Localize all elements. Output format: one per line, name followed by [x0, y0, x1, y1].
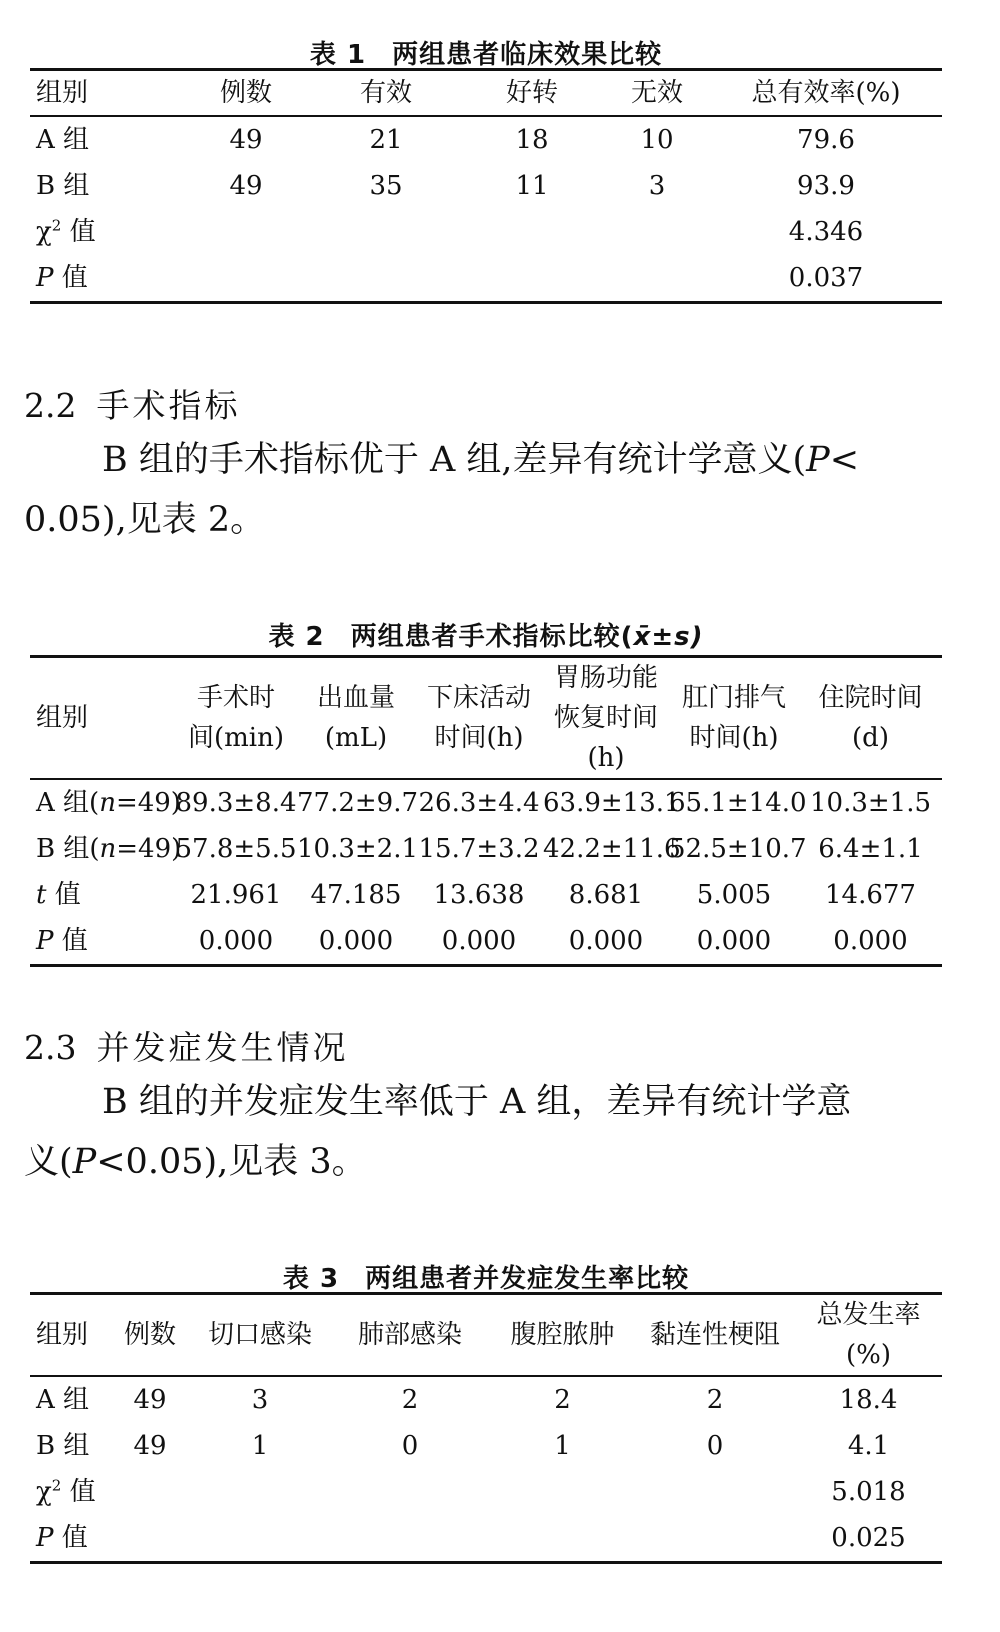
table1-cell: 21 — [369, 125, 403, 155]
table3-cell: 3 — [251, 1385, 269, 1415]
table1-cell: 93.9 — [797, 171, 855, 201]
table3-cell: 18.4 — [839, 1385, 898, 1415]
table2-cell: 42.2±11.6 — [543, 834, 681, 864]
table1-cell: 49 — [229, 125, 263, 155]
table-row — [30, 163, 942, 209]
table1-header-ineffective: 无效 — [604, 70, 710, 117]
table1-header-total-rate: 总有效率(%) — [710, 70, 942, 117]
table2-p-label: P 值 — [36, 926, 88, 956]
table1-header-row — [30, 70, 942, 117]
table1-header-improved: 好转 — [460, 70, 604, 117]
table2-header-flatus: 肛门排气 时间(h) — [669, 657, 799, 780]
section-2-3-title: 并发症发生情况 — [96, 1028, 349, 1067]
table1-cell: B 组 — [36, 171, 90, 201]
table2-cell: 77.2±9.7 — [297, 788, 419, 818]
table-row — [30, 255, 942, 303]
table1-caption — [30, 34, 942, 71]
table3-chi-label: $\chi^2$ 值 — [36, 1476, 96, 1507]
table3-header-row — [30, 1294, 942, 1377]
table2-header-group: 组别 — [30, 657, 175, 780]
table2-caption-number: 表 2 — [268, 622, 325, 652]
table-row — [30, 1515, 942, 1563]
table-row — [30, 1423, 942, 1469]
table1-cell: 35 — [369, 171, 403, 201]
table2-cell: 8.681 — [568, 880, 644, 910]
table-row — [30, 872, 942, 918]
table2-cell: 10.3±1.5 — [809, 788, 932, 818]
table-row — [30, 116, 942, 163]
table2-cell: 13.638 — [433, 880, 525, 910]
table3-header-group: 组别 — [30, 1294, 110, 1377]
table3-cell: 0 — [706, 1431, 724, 1461]
table-row — [30, 918, 942, 966]
table1-cell: 11 — [515, 171, 549, 201]
section-2-2-paragraph: B 组的手术指标优于 A 组,差异有统计学意义(P< 0.05),见表 2。 — [24, 440, 860, 540]
table3-header-count: 例数 — [110, 1294, 190, 1377]
table3-header-adhesive: 黏连性梗阻 — [635, 1294, 795, 1377]
table1-cell: 10 — [640, 125, 674, 155]
table3-p-label: P 值 — [36, 1523, 88, 1553]
table2-row-a-label: A 组(n=49) — [36, 788, 181, 818]
table3-cell: 0 — [401, 1431, 419, 1461]
table2-cell: 15.7±3.2 — [418, 834, 540, 864]
table-row — [30, 826, 942, 872]
table1-chi-value: 4.346 — [788, 217, 864, 247]
table2-cell: 0.000 — [198, 926, 274, 956]
table-row — [30, 1376, 942, 1423]
table2-header-ambulation: 下床活动 时间(h) — [415, 657, 543, 780]
table2-caption: 表 2 两组患者手术指标比较(x̄±s) — [268, 622, 704, 652]
table1-caption-text: 两组患者临床效果比较 — [392, 40, 663, 70]
table2-cell: 57.8±5.5 — [175, 834, 297, 864]
table2-cell: 0.000 — [568, 926, 644, 956]
table1-cell: 3 — [648, 171, 666, 201]
table2-cell: 21.961 — [190, 880, 282, 910]
table2-header-blood-loss: 出血量 (mL) — [297, 657, 415, 780]
table2-cell: 52.5±10.7 — [669, 834, 807, 864]
section-2-3-number: 2.3 — [24, 1028, 77, 1067]
section-2-3-heading — [24, 1022, 348, 1069]
table2 — [30, 655, 942, 967]
table2-header-hospital-stay: 住院时间 (d) — [799, 657, 942, 780]
table1-cell: 49 — [229, 171, 263, 201]
section-2-2-heading — [24, 380, 240, 427]
table2-header-gi-recovery: 胃肠功能 恢复时间 (h) — [543, 657, 669, 780]
table2-cell: 0.000 — [833, 926, 908, 956]
table1-header-effective: 有效 — [312, 70, 460, 117]
table2-header-op-time: 手术时 间(min) — [175, 657, 297, 780]
table2-row-b-label: B 组(n=49) — [36, 834, 182, 864]
table3-cell: B 组 — [36, 1431, 90, 1461]
table3-cell: 1 — [554, 1431, 571, 1461]
table3-cell: 2 — [401, 1385, 419, 1415]
table3-cell: 49 — [133, 1385, 167, 1415]
table2-cell: 65.1±14.0 — [669, 788, 807, 818]
table2-cell: 5.005 — [696, 880, 772, 910]
section-2-2-title: 手术指标 — [96, 386, 241, 425]
table3-cell: 2 — [554, 1385, 571, 1415]
table1-p-label: P 值 — [36, 263, 88, 293]
table3-cell: 1 — [251, 1431, 269, 1461]
table2-cell: 26.3±4.4 — [418, 788, 540, 818]
table3-cell: 49 — [133, 1431, 167, 1461]
table2-cell: 14.677 — [825, 880, 916, 910]
table2-caption-text: 两组患者手术指标比较( — [350, 622, 634, 652]
table3-header-lung: 肺部感染 — [330, 1294, 490, 1377]
table3-cell: 2 — [706, 1385, 724, 1415]
table-row — [30, 779, 942, 826]
table3-caption-number: 表 3 — [282, 1264, 340, 1294]
table2-cell: 10.3±2.1 — [297, 834, 419, 864]
table3-cell: 4.1 — [847, 1431, 890, 1461]
table1-cell: 79.6 — [797, 125, 855, 155]
table2-cell: 6.4±1.1 — [818, 834, 923, 864]
table1-header-group: 组别 — [30, 70, 180, 117]
table3-header-total-rate: 总发生率 (%) — [795, 1294, 942, 1377]
table2-cell: 47.185 — [310, 880, 402, 910]
table3-header-abscess: 腹腔脓肿 — [490, 1294, 635, 1377]
table2-cell: 89.3±8.4 — [175, 788, 297, 818]
table1-cell: A 组 — [36, 125, 90, 155]
table1-cell: 18 — [515, 125, 549, 155]
table2-cell: 0.000 — [696, 926, 772, 956]
section-2-3-paragraph: B 组的并发症发生率低于 A 组，差异有统计学意 义(P<0.05),见表 3。 — [24, 1082, 852, 1182]
table1-header-count: 例数 — [180, 70, 312, 117]
table3-cell: A 组 — [36, 1385, 90, 1415]
table3-caption — [30, 1258, 942, 1295]
table2-cell: 0.000 — [441, 926, 517, 956]
section-2-2-number: 2.2 — [24, 386, 77, 425]
table3-chi-value: 5.018 — [831, 1477, 906, 1507]
table1-chi-label: $\chi^2$ 值 — [36, 216, 96, 247]
table2-t-label: t 值 — [36, 880, 81, 910]
table2-cell: 63.9±13.1 — [543, 788, 681, 818]
table3-caption-text: 两组患者并发症发生率比较 — [365, 1264, 690, 1294]
table-row — [30, 209, 942, 255]
table1-caption-number: 表 1 — [309, 40, 367, 70]
table3-p-value: 0.025 — [831, 1523, 906, 1553]
table1-p-value: 0.037 — [788, 263, 864, 293]
table-row — [30, 1469, 942, 1515]
table2-header-row — [30, 657, 942, 780]
table1 — [30, 68, 942, 304]
table2-cell: 0.000 — [318, 926, 394, 956]
table3-header-incision: 切口感染 — [190, 1294, 330, 1377]
table3 — [30, 1292, 942, 1564]
